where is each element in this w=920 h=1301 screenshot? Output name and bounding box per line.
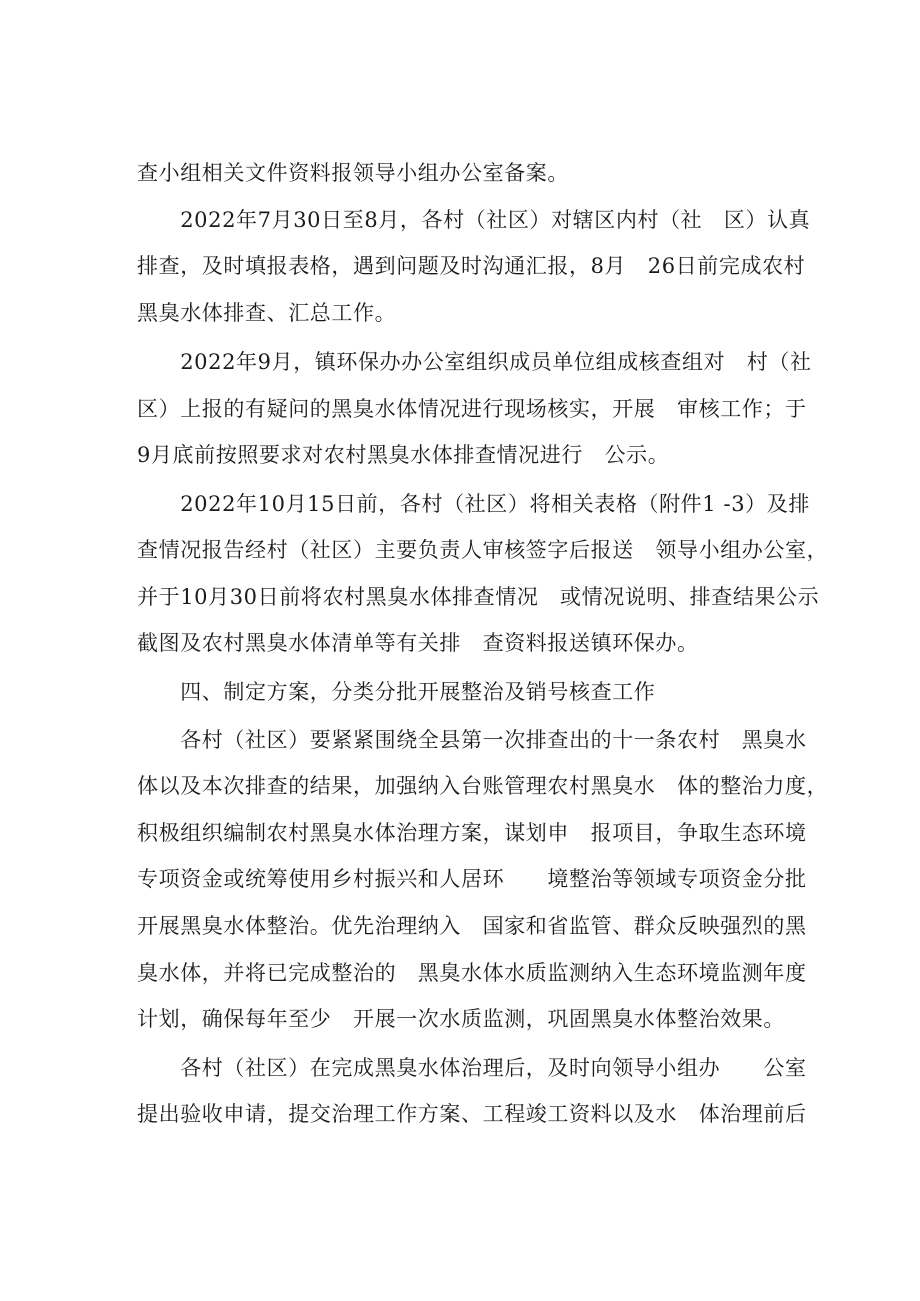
text-line: 截图及农村黑臭水体清单等有关排 查资料报送镇环保办。 — [137, 631, 699, 655]
text-line: 体以及本次排查的结果，加强纳入台账管理农村黑臭水 体的整治力度， — [137, 774, 829, 798]
text-line: 排查，及时填报表格，遇到问题及时沟通汇报，8月 26日前完成农村 — [137, 254, 806, 278]
text-line: 区）上报的有疑问的黑臭水体情况进行现场核实，开展 审核工作；于 — [137, 397, 807, 421]
text-line: 计划，确保每年至少 开展一次水质监测，巩固黑臭水体整治效果。 — [137, 1007, 785, 1031]
text-line: 开展黑臭水体整治。优先治理纳入 国家和省监管、群众反映强烈的黑 — [137, 914, 807, 938]
text-line: 查情况报告经村（社区）主要负责人审核签字后报送 领导小组办公室， — [137, 538, 829, 562]
text-line: 查小组相关文件资料报领导小组办公室备案。 — [137, 161, 569, 185]
text-line: 各村（社区）要紧紧围绕全县第一次排查出的十一条农村 黑臭水 — [137, 728, 807, 752]
text-line: 积极组织编制农村黑臭水体治理方案，谋划申 报项目，争取生态环境 — [137, 821, 807, 845]
text-line: 2022年9月，镇环保办办公室组织成员单位组成核查组对 村（社 — [137, 350, 812, 374]
section-heading: 四、制定方案，分类分批开展整治及销号核查工作 — [137, 680, 656, 704]
text-line: 黑臭水体排查、汇总工作。 — [137, 301, 397, 325]
text-line: 提出验收申请，提交治理工作方案、工程竣工资料以及水 体治理前后 — [137, 1102, 807, 1126]
text-line: 并于10月30日前将农村黑臭水体排查情况 或情况说明、排查结果公示 — [137, 585, 820, 609]
text-line: 专项资金或统筹使用乡村振兴和人居环 境整治等领域专项资金分批 — [137, 867, 807, 891]
text-line: 2022年7月30日至8月，各村（社区）对辖区内村（社 区）认真 — [137, 208, 811, 232]
text-line: 9月底前按照要求对农村黑臭水体排查情况进行 公示。 — [137, 443, 670, 467]
text-line: 2022年10月15日前，各村（社区）将相关表格（附件1 -3）及排 — [137, 492, 810, 516]
text-line: 各村（社区）在完成黑臭水体治理后，及时向领导小组办 公室 — [137, 1056, 807, 1080]
text-line: 臭水体，并将已完成整治的 黑臭水体水质监测纳入生态环境监测年度 — [137, 961, 807, 985]
